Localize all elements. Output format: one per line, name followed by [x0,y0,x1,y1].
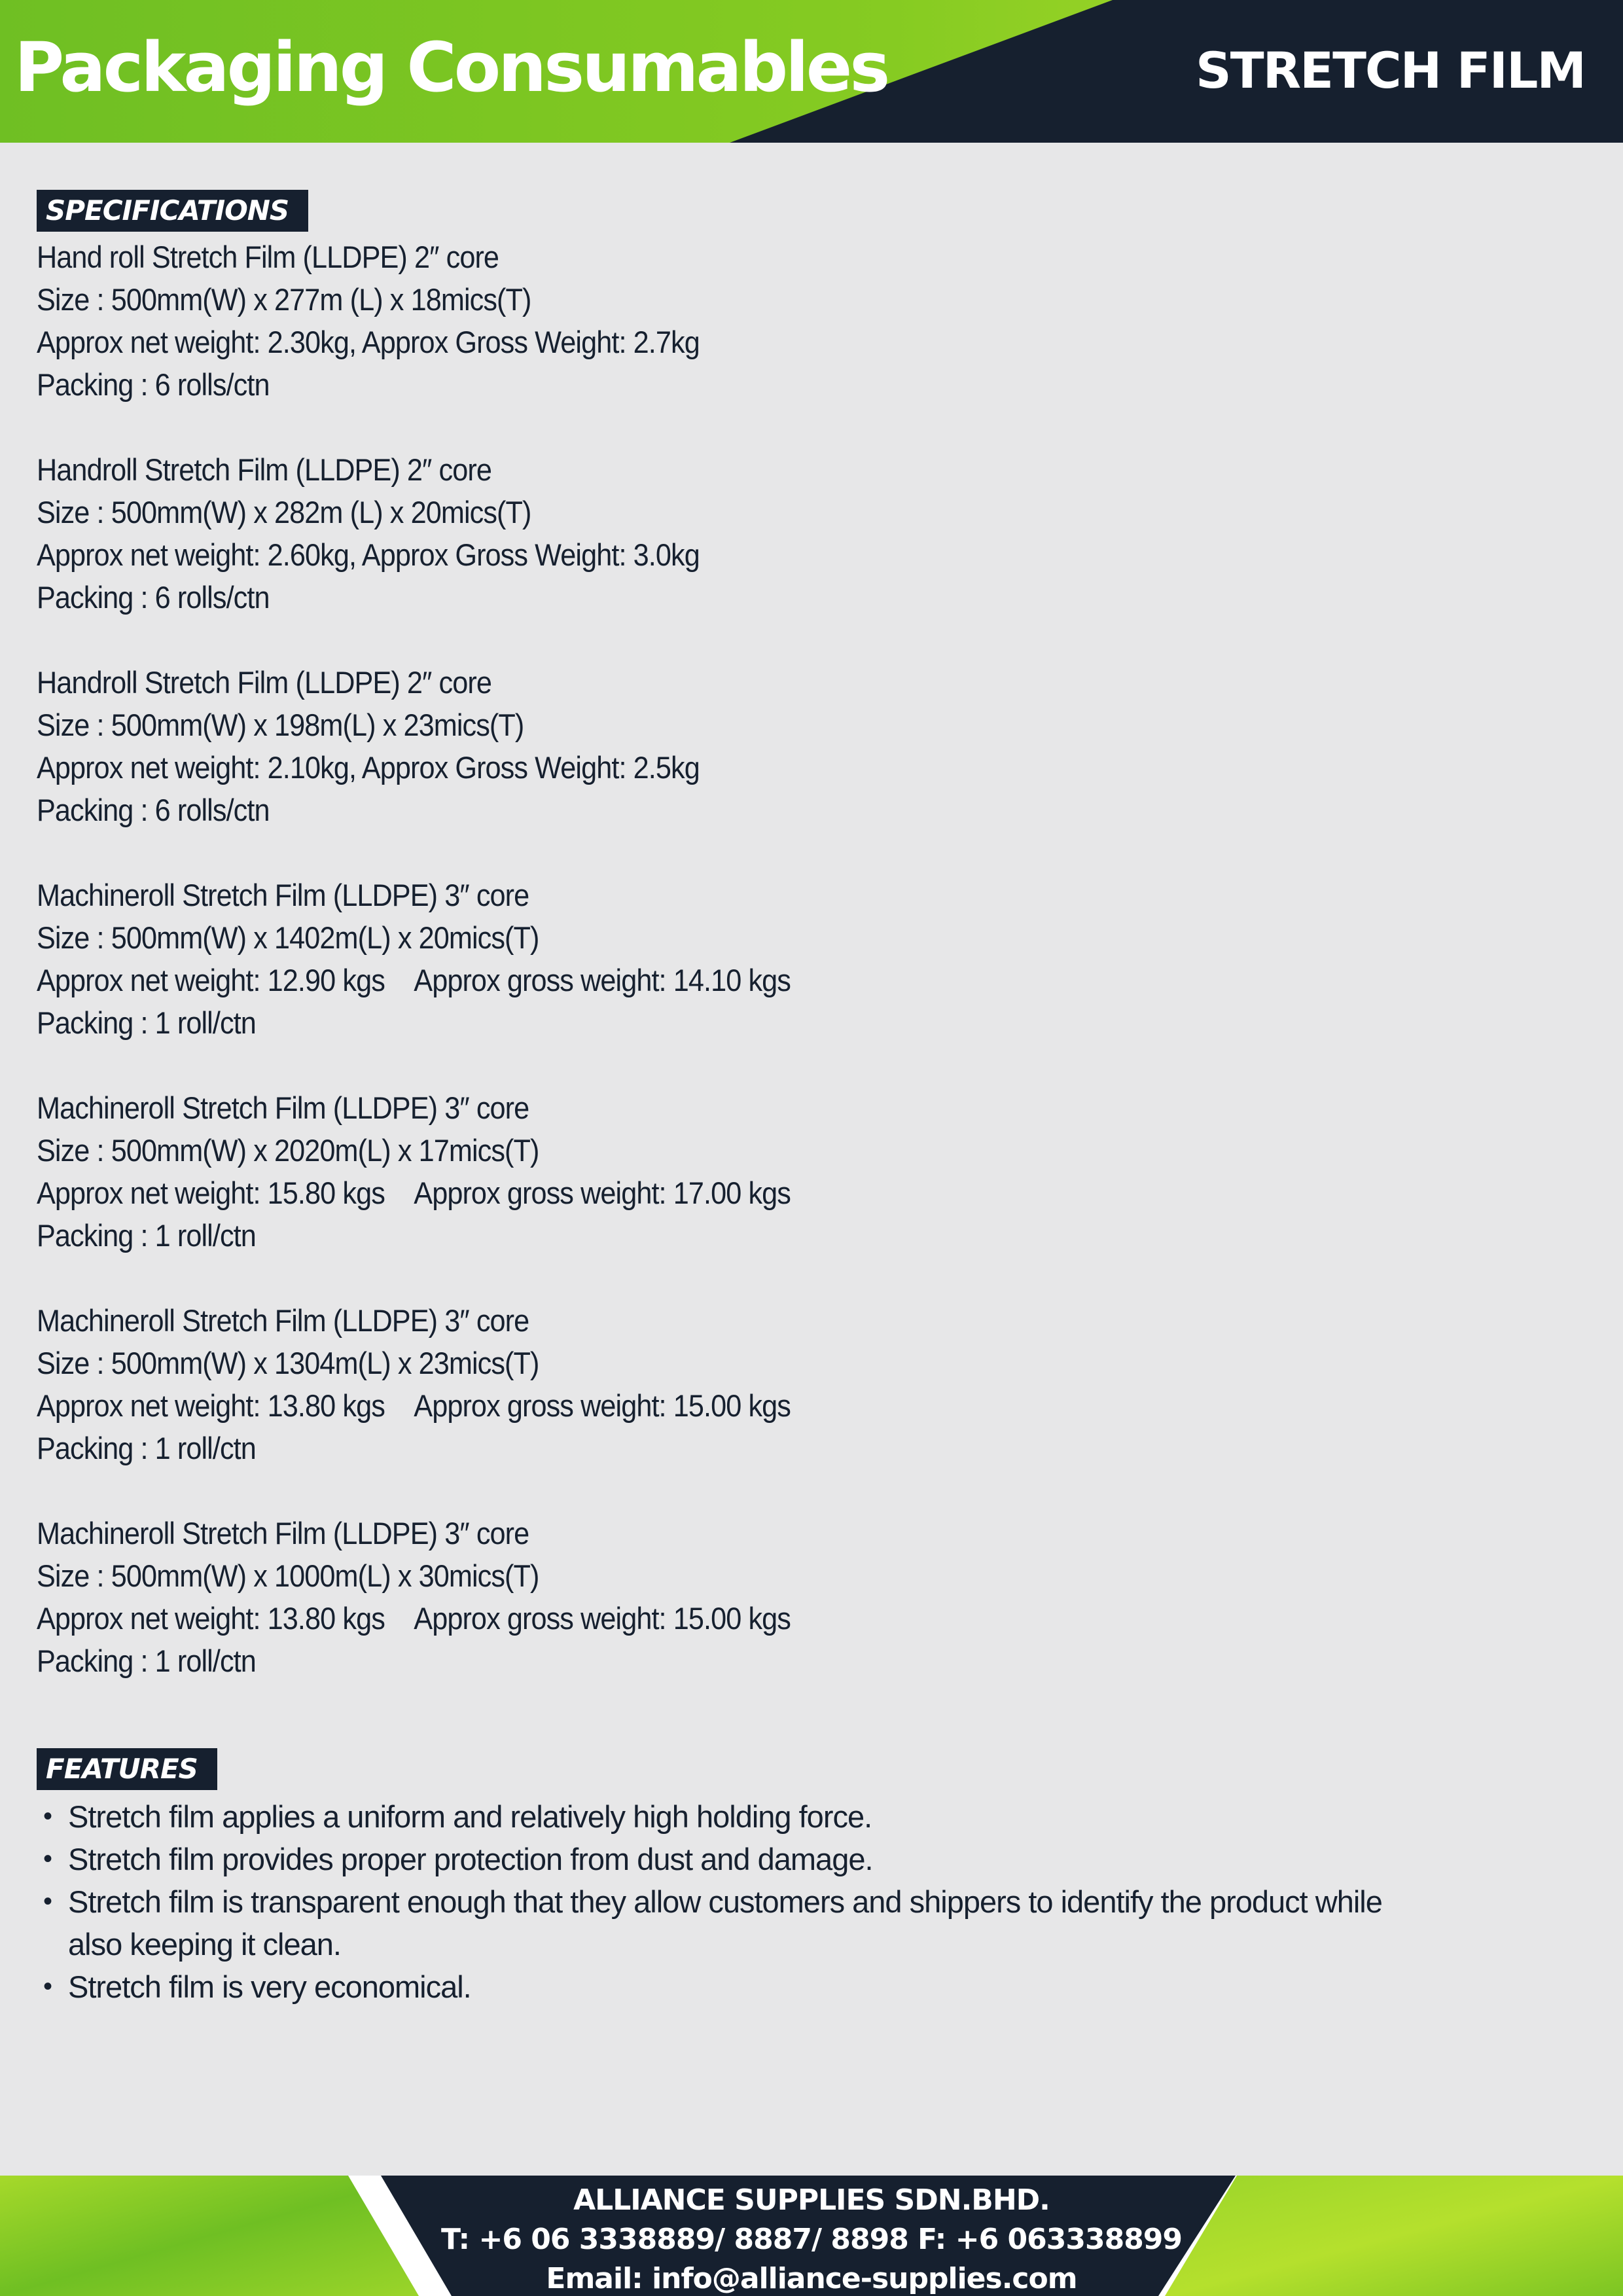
spec-name: Machineroll Stretch Film (LLDPE) 3″ core [37,1516,529,1551]
spec-name: Handroll Stretch Film (LLDPE) 2″ core [37,452,491,487]
spec-name: Machineroll Stretch Film (LLDPE) 3″ core [37,878,529,912]
spec-weight: Approx net weight: 2.10kg, Approx Gross Weight: 2.5kg [37,750,700,785]
page-footer [0,2176,1623,2296]
spec-size: Size : 500mm(W) x 282m (L) x 20mics(T) [37,495,531,529]
spec-weight: Approx net weight: 13.80 kgs Approx gross weight: 15.00 kgs [37,1601,791,1636]
spec-packing: Packing : 1 roll/ctn [37,1218,256,1253]
spec-item [37,448,1457,619]
main-content [37,190,1581,2008]
spec-name: Hand roll Stretch Film (LLDPE) 2″ core [37,240,499,274]
spec-size: Size : 500mm(W) x 1304m(L) x 23mics(T) [37,1346,539,1380]
spec-size: Size : 500mm(W) x 277m (L) x 18mics(T) [37,282,531,317]
product-category-title: STRETCH FILM [1196,41,1585,99]
spec-item [37,874,1457,1044]
spec-packing: Packing : 6 rolls/ctn [37,367,270,402]
footer-contact [0,2181,1623,2296]
specifications-list [37,236,1581,1682]
spec-size: Size : 500mm(W) x 2020m(L) x 17mics(T) [37,1133,539,1168]
feature-text: Stretch film provides proper protection from dust and damage. [68,1842,873,1876]
spec-weight: Approx net weight: 2.30kg, Approx Gross Weight: 2.7kg [37,325,700,359]
spec-size: Size : 500mm(W) x 198m(L) x 23mics(T) [37,708,524,742]
page-header [0,0,1623,143]
spec-item [37,1086,1457,1257]
feature-item [37,1965,1410,2008]
spec-packing: Packing : 6 rolls/ctn [37,580,270,615]
feature-text: Stretch film is very economical. [68,1969,471,2004]
bullet-icon: • [43,1802,52,1831]
spec-name: Machineroll Stretch Film (LLDPE) 3″ core [37,1090,529,1125]
spec-size: Size : 500mm(W) x 1402m(L) x 20mics(T) [37,920,539,955]
spec-weight: Approx net weight: 12.90 kgs Approx gross weight: 14.10 kgs [37,963,791,997]
bullet-icon: • [43,1844,52,1873]
specifications-heading: SPECIFICATIONS [37,190,308,232]
feature-text: Stretch film is transparent enough that they allow customers and shippers to identify the product while also keeping it clean. [68,1884,1382,1962]
phone-fax: T: +6 06 3338889/ 8887/ 8898 F: +6 063338899 [440,2223,1183,2256]
feature-item [37,1795,1410,1838]
spec-packing: Packing : 1 roll/ctn [37,1005,256,1040]
spec-item [37,1299,1457,1469]
spec-weight: Approx net weight: 13.80 kgs Approx gross weight: 15.00 kgs [37,1388,791,1423]
spec-item [37,1512,1457,1682]
spec-size: Size : 500mm(W) x 1000m(L) x 30mics(T) [37,1558,539,1593]
spec-weight: Approx net weight: 2.60kg, Approx Gross Weight: 3.0kg [37,537,700,572]
feature-text: Stretch film applies a uniform and relatively high holding force. [68,1799,872,1834]
spec-packing: Packing : 6 rolls/ctn [37,793,270,827]
spec-item [37,661,1457,831]
spec-name: Handroll Stretch Film (LLDPE) 2″ core [37,665,491,700]
company-name: ALLIANCE SUPPLIES SDN.BHD. [573,2183,1050,2217]
spec-item [37,236,1457,406]
bullet-icon: • [43,1887,52,1916]
spec-weight: Approx net weight: 15.80 kgs Approx gross weight: 17.00 kgs [37,1175,791,1210]
feature-item [37,1880,1410,1965]
features-heading: FEATURES [37,1748,217,1790]
page-title: Packaging Consumables [14,27,888,107]
features-list [37,1795,1581,2008]
spec-packing: Packing : 1 roll/ctn [37,1643,256,1678]
feature-item [37,1838,1410,1880]
spec-name: Machineroll Stretch Film (LLDPE) 3″ core [37,1303,529,1338]
email-address: Email: info@alliance-supplies.com [546,2262,1077,2295]
spec-packing: Packing : 1 roll/ctn [37,1431,256,1465]
bullet-icon: • [43,1972,52,2001]
